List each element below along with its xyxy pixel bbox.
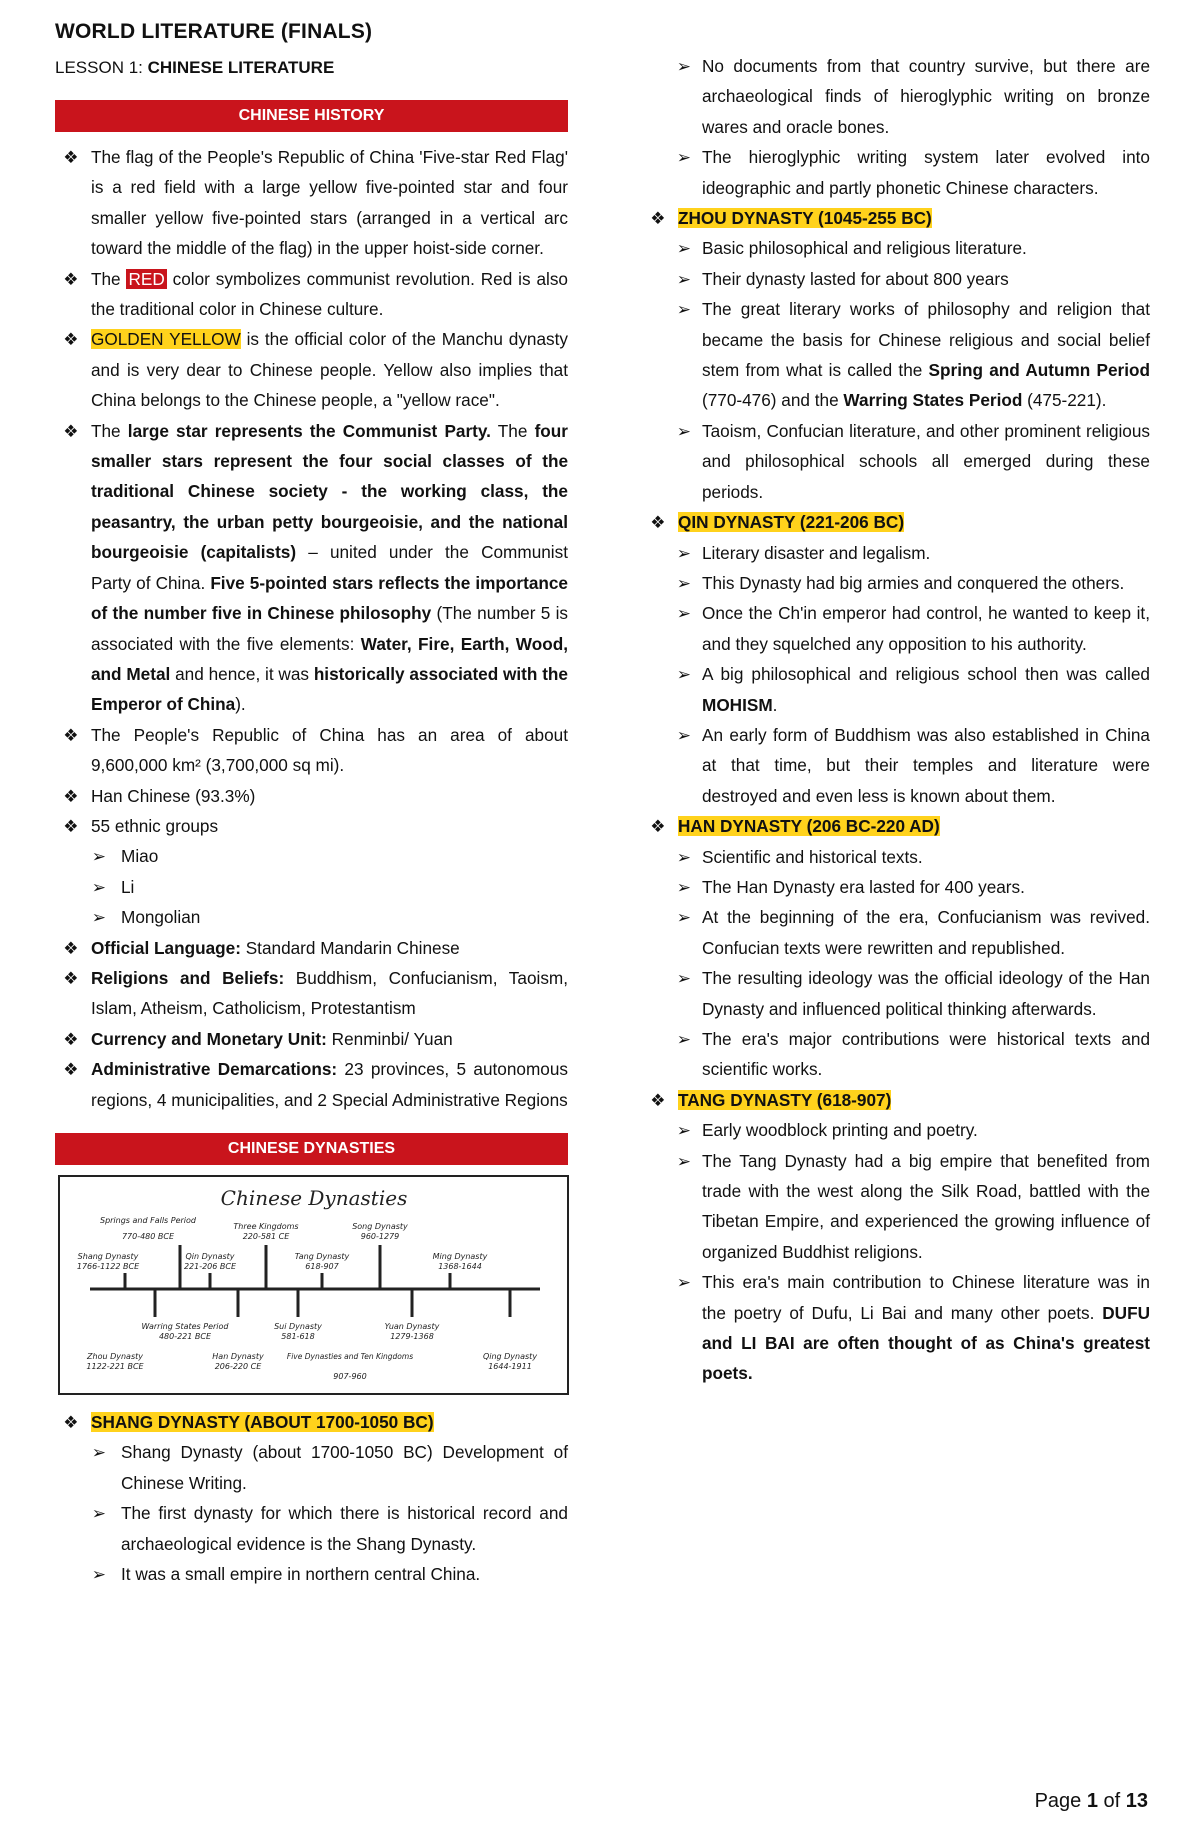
arrow-bullet-icon: ➢ <box>676 1150 692 1171</box>
arrow-bullet-icon: ➢ <box>676 420 692 441</box>
history-ethnic: ❖ 55 ethnic groups <box>55 811 568 841</box>
figure-years-han: 206-220 CE <box>214 1362 262 1371</box>
figure-label-zhou: Zhou Dynasty <box>87 1352 143 1361</box>
diamond-bullet-icon: ❖ <box>63 420 79 441</box>
diamond-bullet-icon: ❖ <box>650 208 666 229</box>
han-item: ➢ At the beginning of the era, Confucianism was revived. Confucian texts were rewritten and republished. <box>672 902 1150 963</box>
han-item: ➢ Scientific and historical texts. <box>672 842 1150 872</box>
figure-label-ming: Ming Dynasty <box>432 1252 488 1261</box>
history-stars: ❖ The large star represents the Communist Party. The four smaller stars represent the four social classes of the traditional Chinese society - the working class, the peasantry, the urban petty bourgeoisie, and the national bourgeoisie (capitalists) – united under the Communist Party of China. Five 5-pointed stars reflects the importance of the number five in Chinese philosophy (The number 5 is associated with the five elements: Water, Fire, Earth, Wood, and Metal and hence, it was historically associated with the Emperor of China). <box>55 416 568 720</box>
history-area: ❖ The People's Republic of China has an area of about 9,600,000 km² (3,700,000 sq mi). <box>55 720 568 781</box>
qin-item: ➢ Once the Ch'in emperor had control, he wanted to keep it, and they squelched any opposition to his authority. <box>672 598 1150 659</box>
qin-item: ➢ An early form of Buddhism was also established in China at that time, but their temples and literature were destroyed and even less is known about them. <box>672 720 1150 811</box>
figure-years-yuan: 1279-1368 <box>390 1332 434 1341</box>
figure-label-shang: Shang Dynasty <box>77 1252 139 1261</box>
figure-years-five-dynasties: 907-960 <box>333 1372 367 1381</box>
figure-years-qin: 221-206 BCE <box>183 1262 237 1271</box>
shang-heading: ❖ SHANG DYNASTY (ABOUT 1700-1050 BC) <box>55 1407 568 1437</box>
diamond-bullet-icon: ❖ <box>650 512 666 533</box>
shang-item: ➢ The hieroglyphic writing system later evolved into ideographic and partly phonetic Chinese characters. <box>672 142 1150 203</box>
tang-item: ➢ This era's main contribution to Chinese literature was in the poetry of Dufu, Li Bai and many other poets. DUFU and LI BAI are often thought of as China's greatest poets. <box>672 1267 1150 1389</box>
han-item: ➢ The era's major contributions were historical texts and scientific works. <box>672 1024 1150 1085</box>
zhou-item: ➢ Taoism, Confucian literature, and other prominent religious and philosophical schools all emerged during these periods. <box>672 416 1150 507</box>
arrow-bullet-icon: ➢ <box>676 968 692 989</box>
han-heading: ❖ HAN DYNASTY (206 BC-220 AD) <box>642 811 1150 841</box>
diamond-bullet-icon: ❖ <box>650 1089 666 1110</box>
history-flag: ❖ The flag of the People's Republic of China 'Five-star Red Flag' is a red field with a large yellow five-pointed star and four smaller yellow five-pointed stars (arranged in a vertical arc toward the middle of the flag) in the upper hoist-side corner. <box>55 142 568 264</box>
figure-years-springs: 770-480 BCE <box>121 1232 175 1241</box>
history-gold: ❖ GOLDEN YELLOW is the official color of the Manchu dynasty and is very dear to Chinese people. Yellow also implies that China belongs to the Chinese people, a "yellow race". <box>55 324 568 415</box>
arrow-bullet-icon: ➢ <box>676 876 692 897</box>
arrow-bullet-icon: ➢ <box>676 846 692 867</box>
figure-label-five-dynasties: Five Dynasties and Ten Kingdoms <box>286 1352 414 1361</box>
figure-label-three-kingdoms: Three Kingdoms <box>233 1222 299 1231</box>
right-column <box>650 51 1150 1389</box>
dynasty-timeline-svg <box>60 1177 567 1393</box>
figure-years-ming: 1368-1644 <box>438 1262 482 1271</box>
figure-years-shang: 1766-1122 BCE <box>76 1262 140 1271</box>
figure-years-zhou: 1122-221 BCE <box>86 1362 144 1371</box>
figure-label-springs: Springs and Falls Period <box>99 1216 197 1225</box>
shang-item: ➢ No documents from that country survive, but there are archaeological finds of hieroglyphic writing on bronze wares and oracle bones. <box>672 51 1150 142</box>
highlight-red: RED <box>128 268 165 289</box>
lesson-name: CHINESE LITERATURE <box>147 58 335 77</box>
lesson-prefix: LESSON 1: <box>55 58 148 77</box>
figure-label-qin: Qin Dynasty <box>185 1252 235 1261</box>
figure-label-han: Han Dynasty <box>212 1352 264 1361</box>
zhou-heading: ❖ ZHOU DYNASTY (1045-255 BC) <box>642 203 1150 233</box>
figure-years-song: 960-1279 <box>360 1232 400 1241</box>
arrow-bullet-icon: ➢ <box>676 299 692 320</box>
ethnic-item: ➢ Li <box>55 872 568 902</box>
arrow-bullet-icon: ➢ <box>676 603 692 624</box>
figure-label-song: Song Dynasty <box>352 1222 408 1231</box>
figure-label-yuan: Yuan Dynasty <box>384 1322 440 1331</box>
arrow-bullet-icon: ➢ <box>676 572 692 593</box>
highlight-golden-yellow: GOLDEN YELLOW <box>91 329 241 350</box>
arrow-bullet-icon: ➢ <box>676 238 692 259</box>
ethnic-item: ➢ Miao <box>55 841 568 871</box>
shang-item: ➢ The first dynasty for which there is historical record and archaeological evidence is the Shang Dynasty. <box>55 1498 568 1559</box>
arrow-bullet-icon: ➢ <box>676 56 692 76</box>
arrow-bullet-icon: ➢ <box>91 907 107 928</box>
diamond-bullet-icon: ❖ <box>63 147 79 167</box>
page-number: Page 1 of 13 <box>1034 1790 1148 1812</box>
arrow-bullet-icon: ➢ <box>91 876 107 897</box>
history-religions: ❖ Religions and Beliefs: Buddhism, Confucianism, Taoism, Islam, Atheism, Catholicism, Protestantism <box>55 963 568 1024</box>
arrow-bullet-icon: ➢ <box>91 846 107 867</box>
diamond-bullet-icon: ❖ <box>63 785 79 806</box>
figure-label-warring: Warring States Period <box>141 1322 229 1331</box>
history-language: ❖ Official Language: Standard Mandarin Chinese <box>55 933 568 963</box>
zhou-item: ➢ Their dynasty lasted for about 800 years <box>672 264 1150 294</box>
arrow-bullet-icon: ➢ <box>676 724 692 745</box>
history-currency: ❖ Currency and Monetary Unit: Renminbi/ Yuan <box>55 1024 568 1054</box>
figure-label-qing: Qing Dynasty <box>482 1352 538 1361</box>
history-administrative: ❖ Administrative Demarcations: 23 provinces, 5 autonomous regions, 4 municipalities, and 2 Special Administrative Regions <box>55 1054 568 1115</box>
arrow-bullet-icon: ➢ <box>91 1442 107 1463</box>
figure-years-three-kingdoms: 220-581 CE <box>242 1232 290 1241</box>
section-band-dynasties: CHINESE DYNASTIES <box>55 1133 568 1165</box>
arrow-bullet-icon: ➢ <box>91 1503 107 1524</box>
zhou-item: ➢ The great literary works of philosophy and religion that became the basis for Chinese religious and social belief stem from what is called the Spring and Autumn Period (770-476) and the Warring States Period (475-221). <box>672 294 1150 416</box>
history-han: ❖ Han Chinese (93.3%) <box>55 781 568 811</box>
figure-years-tang: 618-907 <box>305 1262 339 1271</box>
arrow-bullet-icon: ➢ <box>676 1120 692 1141</box>
diamond-bullet-icon: ❖ <box>650 816 666 837</box>
diamond-bullet-icon: ❖ <box>63 1028 79 1049</box>
qin-item: ➢ A big philosophical and religious school then was called MOHISM. <box>672 659 1150 720</box>
tang-item: ➢ The Tang Dynasty had a big empire that benefited from trade with the west along the Silk Road, battled with the Tibetan Empire, and experienced the growing influence of organized Buddhist religions. <box>672 1146 1150 1268</box>
arrow-bullet-icon: ➢ <box>676 542 692 563</box>
arrow-bullet-icon: ➢ <box>676 147 692 168</box>
history-red: ❖ The RED color symbolizes communist revolution. Red is also the traditional color in Chinese culture. <box>55 264 568 325</box>
figure-years-sui: 581-618 <box>281 1332 315 1341</box>
figure-title: Chinese Dynasties <box>220 1186 408 1210</box>
tang-item: ➢ Early woodblock printing and poetry. <box>672 1115 1150 1145</box>
han-item: ➢ The resulting ideology was the official ideology of the Han Dynasty and influenced political thinking afterwards. <box>672 963 1150 1024</box>
arrow-bullet-icon: ➢ <box>676 1272 692 1293</box>
document-title: WORLD LITERATURE (FINALS) <box>55 20 373 43</box>
figure-label-tang: Tang Dynasty <box>294 1252 350 1261</box>
zhou-item: ➢ Basic philosophical and religious literature. <box>672 233 1150 263</box>
tang-heading: ❖ TANG DYNASTY (618-907) <box>642 1085 1150 1115</box>
figure-label-sui: Sui Dynasty <box>274 1322 322 1331</box>
qin-item: ➢ This Dynasty had big armies and conquered the others. <box>672 568 1150 598</box>
shang-item: ➢ It was a small empire in northern central China. <box>55 1559 568 1589</box>
han-item: ➢ The Han Dynasty era lasted for 400 years. <box>672 872 1150 902</box>
figure-years-qing: 1644-1911 <box>488 1362 532 1371</box>
dynasty-timeline-figure <box>58 1175 569 1395</box>
arrow-bullet-icon: ➢ <box>676 907 692 928</box>
arrow-bullet-icon: ➢ <box>91 1564 107 1585</box>
figure-years-warring: 480-221 BCE <box>158 1332 212 1341</box>
diamond-bullet-icon: ❖ <box>63 268 79 289</box>
section-band-history: CHINESE HISTORY <box>55 100 568 132</box>
diamond-bullet-icon: ❖ <box>63 815 79 836</box>
diamond-bullet-icon: ❖ <box>63 1412 79 1432</box>
diamond-bullet-icon: ❖ <box>63 937 79 958</box>
left-column <box>55 100 568 1589</box>
diamond-bullet-icon: ❖ <box>63 1059 79 1080</box>
arrow-bullet-icon: ➢ <box>676 664 692 685</box>
diamond-bullet-icon: ❖ <box>63 724 79 745</box>
shang-item: ➢ Shang Dynasty (about 1700-1050 BC) Development of Chinese Writing. <box>55 1437 568 1498</box>
arrow-bullet-icon: ➢ <box>676 1029 692 1049</box>
qin-heading: ❖ QIN DYNASTY (221-206 BC) <box>642 507 1150 537</box>
ethnic-item: ➢ Mongolian <box>55 902 568 932</box>
diamond-bullet-icon: ❖ <box>63 967 79 988</box>
lesson-line <box>55 58 334 78</box>
arrow-bullet-icon: ➢ <box>676 268 692 289</box>
diamond-bullet-icon: ❖ <box>63 329 79 350</box>
qin-item: ➢ Literary disaster and legalism. <box>672 538 1150 568</box>
